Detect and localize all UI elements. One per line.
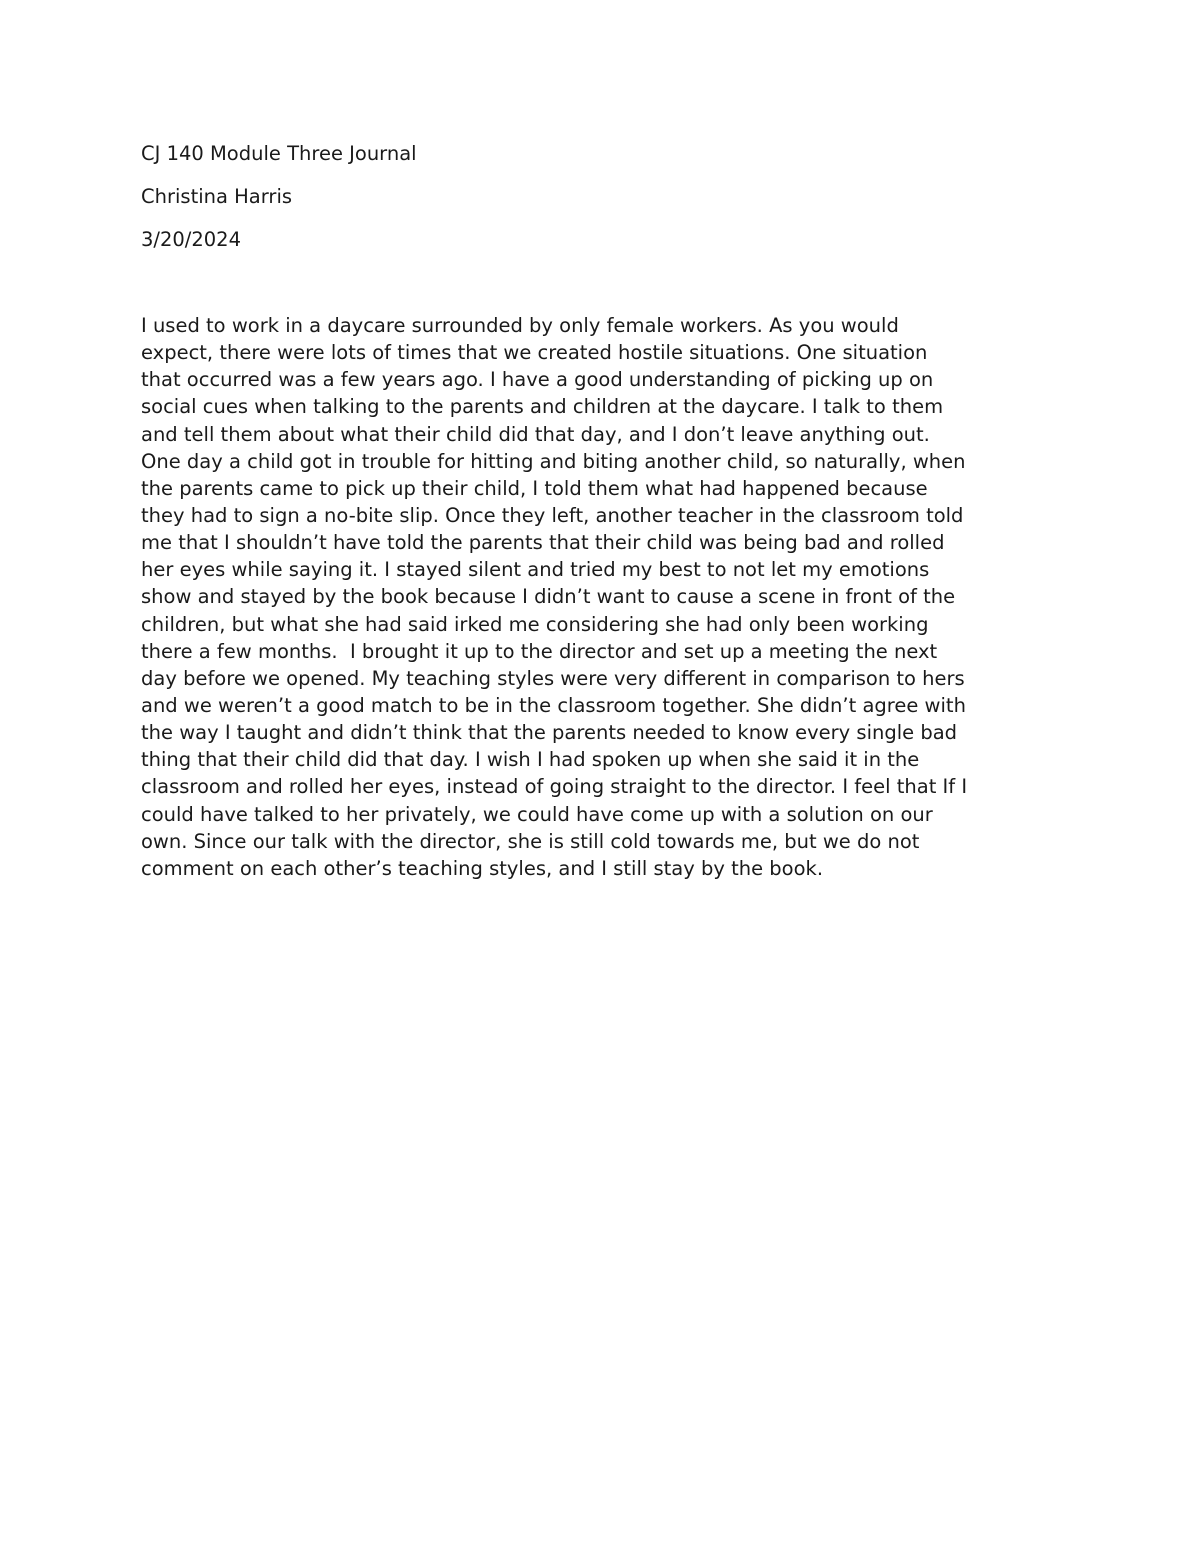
body-line: One day a child got in trouble for hitting and biting another child, so naturally, when [141,449,966,473]
body-line: classroom and rolled her eyes, instead of going straight to the director. I feel that If I [141,775,968,799]
body-line: her eyes while saying it. I stayed silent and tried my best to not let my emotions [141,558,930,582]
body-line: and we weren’t a good match to be in the classroom together. She didn’t agree with [141,693,966,717]
body-line: and tell them about what their child did that day, and I don’t leave anything out. [141,422,930,446]
body-line: they had to sign a no-bite slip. Once they left, another teacher in the classroom told [141,503,964,527]
author-name: Christina Harris [141,185,293,208]
body-line: the way I taught and didn’t think that the parents needed to know every single bad [141,721,958,745]
body-line: expect, there were lots of times that we created hostile situations. One situation [141,341,928,365]
body-line: I used to work in a daycare surrounded by only female workers. As you would [141,314,899,337]
body-line: me that I shouldn’t have told the parents that their child was being bad and rolled [141,531,945,555]
body-line: children, but what she had said irked me considering she had only been working [141,612,929,636]
body-line: thing that their child did that day. I wish I had spoken up when she said it in the [141,748,920,772]
body-line: show and stayed by the book because I didn’t want to cause a scene in front of the [141,585,956,609]
body-line: there a few months. I brought it up to the director and set up a meeting the next [141,639,938,663]
body-line: social cues when talking to the parents and children at the daycare. I talk to them [141,395,944,419]
journal-body [141,312,1071,882]
body-line: day before we opened. My teaching styles were very different in comparison to hers [141,666,965,690]
body-line: the parents came to pick up their child, I told them what had happened because [141,476,928,500]
body-line: own. Since our talk with the director, she is still cold towards me, but we do not [141,829,920,853]
body-line: comment on each other’s teaching styles, and I still stay by the book. [141,856,824,880]
body-line: that occurred was a few years ago. I have a good understanding of picking up on [141,368,934,392]
document-title: CJ 140 Module Three Journal [141,142,417,165]
body-line: could have talked to her privately, we could have come up with a solution on our [141,802,933,826]
document-date: 3/20/2024 [141,228,241,251]
